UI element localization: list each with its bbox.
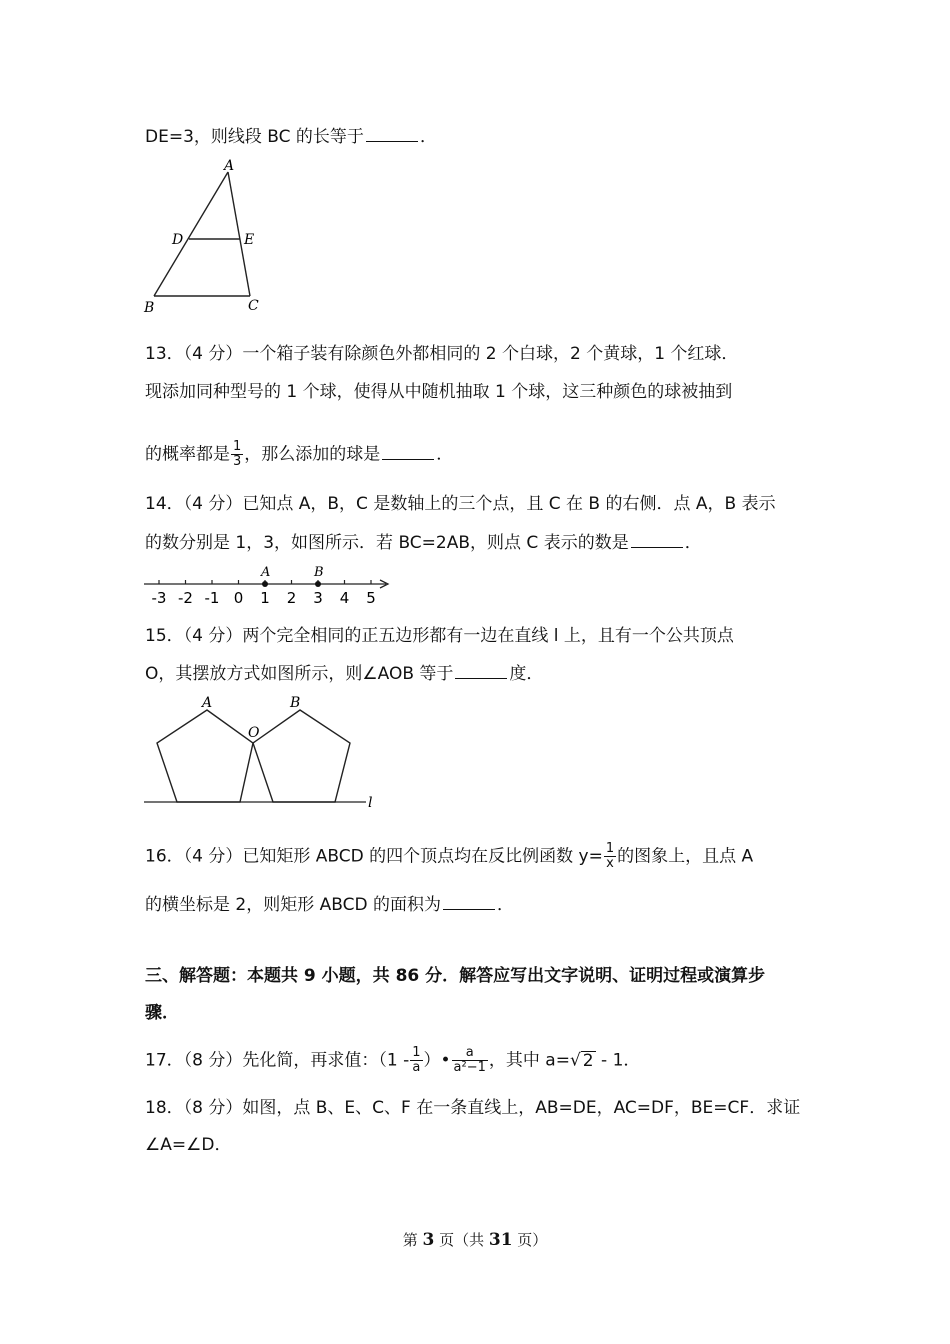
point-a-dot [262, 581, 268, 587]
q14-line2-text: 的数分别是 1，3，如图所示．若 BC=2AB，则点 C 表示的数是 [145, 533, 629, 553]
q14-line1: 14．（4 分）已知点 A，B，C 是数轴上的三个点，且 C 在 B 的右侧．点 A，B 表示 [145, 494, 776, 514]
q17-post: - 1． [595, 1050, 641, 1071]
fraction [410, 1046, 422, 1075]
page-footer [0, 1229, 950, 1250]
fraction [604, 842, 616, 871]
q16-line1-pre: 16．（4 分）已知矩形 ABCD 的四个顶点均在反比例函数 y= [145, 846, 603, 867]
q16-line1-post: 的图象上，且点 A [617, 846, 754, 867]
fraction [452, 1046, 488, 1075]
triangle-figure [140, 158, 270, 320]
q17-mid: ）• [423, 1050, 451, 1071]
q15-line2-text: O，其摆放方式如图所示，则∠AOB 等于 [145, 664, 454, 684]
fraction-denominator: 3 [233, 454, 242, 469]
q16-line2 [145, 892, 514, 917]
q16-line1 [145, 842, 753, 871]
number-line-figure [140, 562, 395, 608]
sqrt-symbol: √ [569, 1050, 581, 1071]
q13-line3 [145, 440, 453, 469]
answer-blank [443, 892, 495, 910]
label-b: B [290, 695, 301, 711]
fraction-numerator: a [452, 1046, 488, 1061]
fraction-denominator: a [412, 1060, 421, 1075]
q12-text [145, 124, 437, 149]
point-b-label: B [314, 565, 324, 580]
answer-blank [631, 530, 683, 548]
q17-post-pre: ，其中 a= [488, 1050, 570, 1071]
q18-line1: 18．（8 分）如图，点 B、E、C、F 在一条直线上，AB=DE，AC=DF，BE=CF．求证 [145, 1098, 801, 1118]
tick-label: 3 [313, 589, 323, 607]
answer-blank [455, 661, 507, 679]
footer-post: 页） [512, 1231, 548, 1249]
fraction-denominator: x [606, 856, 614, 871]
sqrt-radicand: 2 [582, 1050, 594, 1071]
label-b: B [144, 300, 155, 316]
q17-pre: 17．（8 分）先化简，再求值：（1 - [145, 1050, 410, 1071]
q15-end: 度． [509, 664, 544, 684]
q13-line2: 现添加同种型号的 1 个球，使得从中随机抽取 1 个球，这三种颜色的球被抽到 [145, 382, 733, 402]
tick-label: 5 [366, 589, 376, 607]
tick-label: -1 [204, 589, 220, 607]
pentagons-figure [140, 692, 385, 812]
tick-label: -3 [151, 589, 167, 607]
fraction [231, 440, 243, 469]
q13-end: ． [436, 444, 454, 465]
q18-line2: ∠A=∠D． [145, 1135, 232, 1155]
point-a-label: A [261, 565, 271, 580]
tick-label: -2 [178, 589, 193, 607]
label-e: E [244, 232, 255, 248]
point-b-dot [315, 581, 321, 587]
fraction-numerator: 1 [412, 1045, 421, 1060]
q17-line [145, 1046, 640, 1075]
q13-line3-post: ，那么添加的球是 [244, 444, 381, 465]
answer-blank [382, 442, 434, 460]
q13-line3-pre: 的概率都是 [145, 444, 230, 465]
tick-label: 0 [233, 589, 244, 607]
label-o: O [248, 725, 260, 741]
q13-line1: 13．（4 分）一个箱子装有除颜色外都相同的 2 个白球，2 个黄球，1 个红球． [145, 344, 739, 364]
q15-line2 [145, 661, 543, 686]
tick-label: 4 [339, 589, 350, 607]
footer-pre: 第 [402, 1231, 423, 1249]
q14-end: ． [684, 533, 702, 553]
q12-end: ． [419, 127, 437, 147]
section-heading-line1: 三、解答题：本题共 9 小题，共 86 分．解答应写出文字说明、证明过程或演算步 [145, 966, 766, 986]
fraction-numerator: 1 [605, 841, 615, 856]
footer-mid: 页（共 [434, 1231, 489, 1249]
tick-label: 1 [260, 589, 270, 607]
tick-label: 2 [286, 589, 297, 607]
q16-line2-text: 的横坐标是 2，则矩形 ABCD 的面积为 [145, 895, 441, 915]
q12-tail: DE=3，则线段 BC 的长等于 [145, 127, 364, 147]
footer-page-number: 3 [422, 1230, 435, 1250]
fraction-numerator: 1 [233, 439, 242, 454]
label-a: A [202, 695, 213, 711]
q14-line2 [145, 530, 702, 555]
section-heading-line2: 骤． [145, 1003, 179, 1023]
label-d: D [172, 232, 184, 248]
label-a: A [224, 158, 235, 174]
q15-line1: 15．（4 分）两个完全相同的正五边形都有一边在直线 l 上，且有一个公共顶点 [145, 626, 734, 646]
q16-end: ． [496, 895, 514, 915]
footer-total-pages: 31 [488, 1230, 513, 1250]
answer-blank [366, 124, 418, 142]
label-l: l [368, 795, 373, 811]
fraction-denominator: a²−1 [453, 1060, 486, 1075]
label-c: C [248, 298, 259, 314]
